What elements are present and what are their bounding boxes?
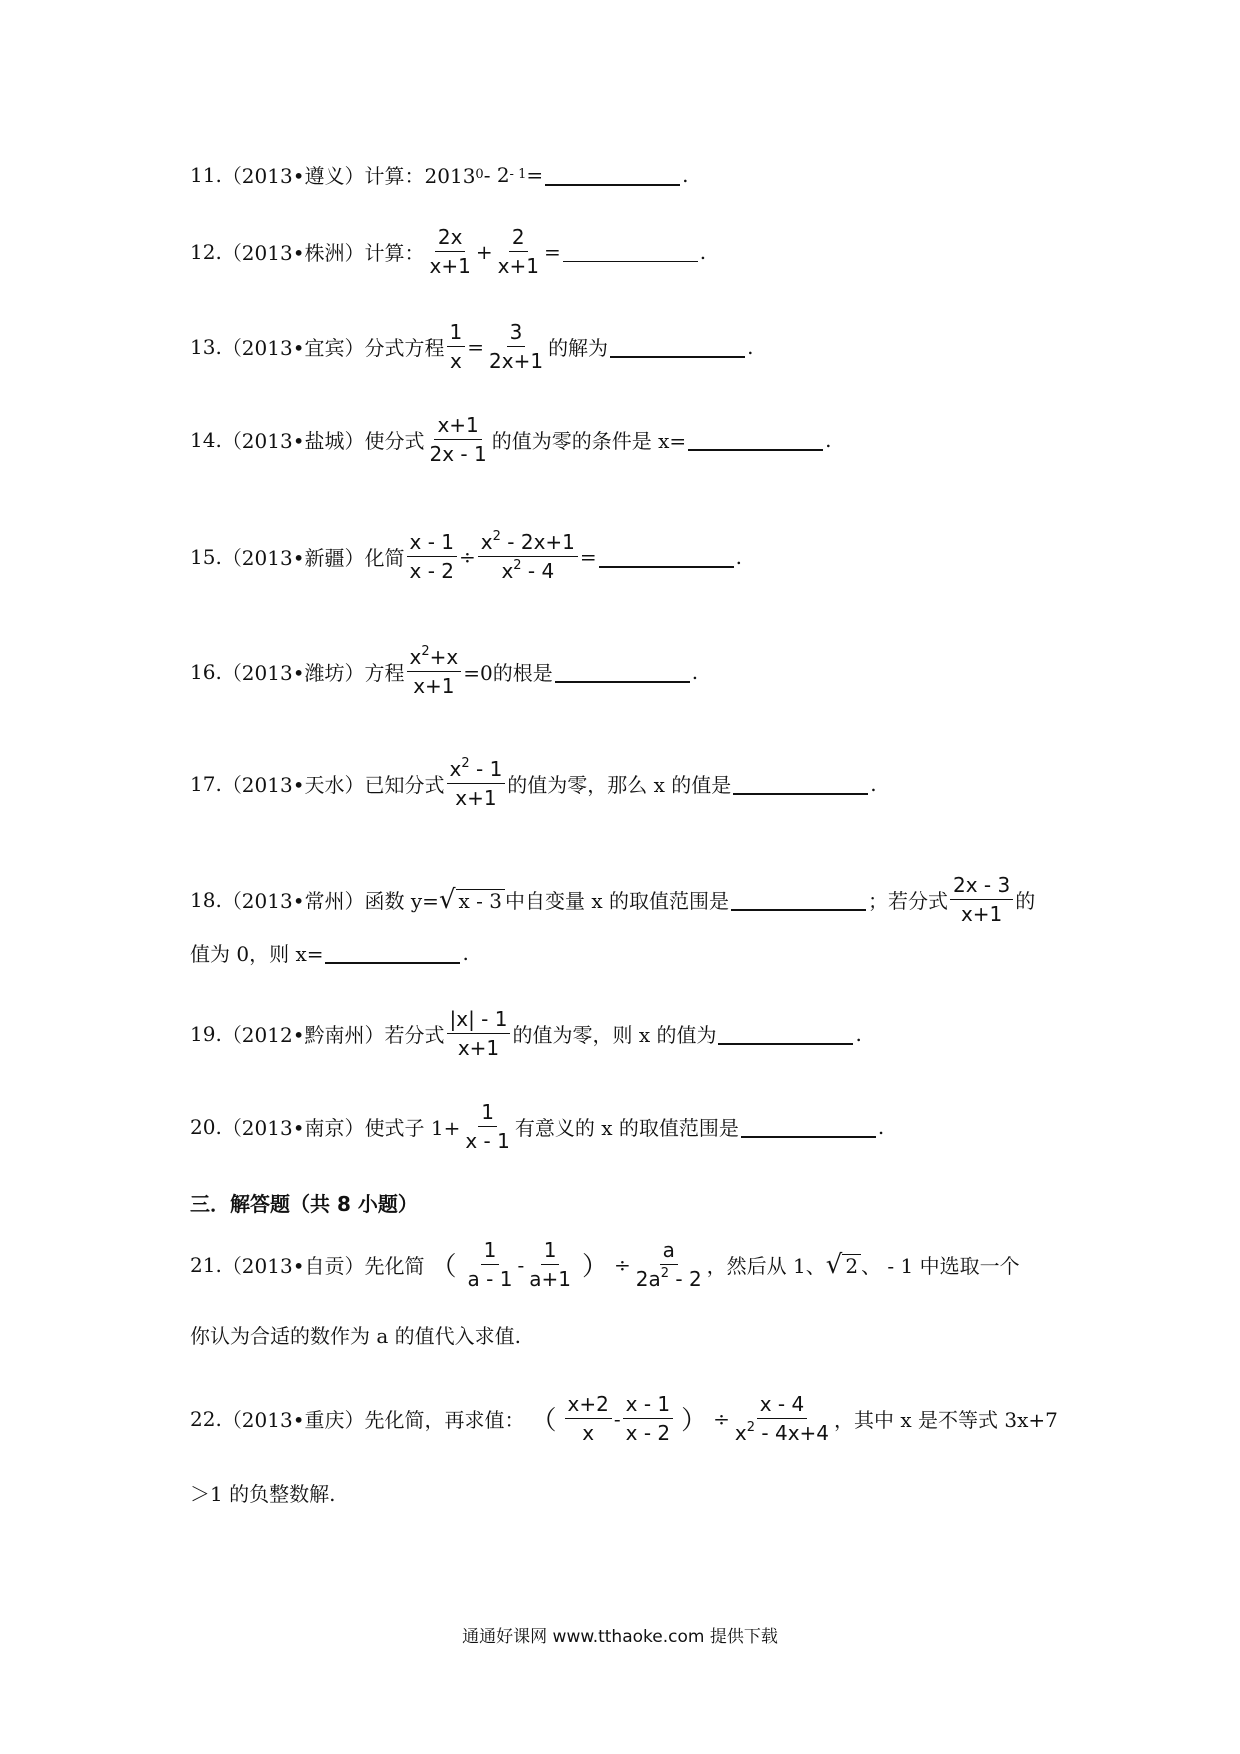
question-text-after-2: 、 - 1 中选取一个	[861, 1254, 1020, 1278]
fraction	[486, 320, 546, 373]
footer-watermark: 通通好课网 www.tthaoke.com 提供下载	[462, 1627, 778, 1647]
answer-blank[interactable]	[731, 889, 866, 911]
question-15	[190, 530, 1090, 583]
fraction	[478, 530, 578, 583]
numerator: 2x - 3	[950, 873, 1013, 900]
question-text: 计算：2013	[364, 164, 476, 188]
denominator: x - 1	[465, 1129, 510, 1153]
question-13	[190, 320, 1090, 373]
denominator	[498, 557, 557, 583]
period: .	[870, 771, 877, 796]
question-text-tail: 的	[1015, 889, 1036, 913]
right-paren: ）	[681, 1406, 708, 1436]
numerator: 1	[478, 1100, 497, 1127]
term: - 4	[521, 559, 555, 583]
exponent: 2	[513, 558, 522, 573]
minus-sign: -	[517, 1252, 525, 1277]
equals-sign: =	[526, 162, 544, 187]
numerator: 3	[507, 320, 526, 347]
question-source: （2013•南京）	[221, 1116, 365, 1140]
question-22-line-2: ＞1 的负整数解.	[190, 1482, 336, 1506]
fraction	[427, 225, 474, 278]
exponent: 2	[660, 1266, 670, 1281]
question-source: （2013•遵义）	[221, 164, 365, 188]
period: .	[735, 544, 743, 569]
numerator: 1	[447, 320, 466, 347]
answer-blank[interactable]	[610, 336, 745, 358]
term: - 1	[469, 757, 503, 781]
term: 2a	[635, 1267, 661, 1291]
term: x	[409, 645, 422, 669]
exponent: 2	[421, 644, 430, 659]
fraction	[447, 757, 506, 810]
denominator	[732, 1419, 832, 1445]
numerator: 2	[509, 225, 528, 252]
question-21-line-2: 你认为合适的数作为 a 的值代入求值.	[190, 1324, 521, 1348]
answer-blank[interactable]	[599, 546, 734, 568]
numerator: |x| - 1	[447, 1007, 511, 1034]
period: .	[462, 940, 469, 965]
question-number: 14.	[190, 427, 222, 452]
question-number: 15.	[190, 544, 222, 569]
question-text: 先化简	[364, 1254, 425, 1278]
question-number: 16.	[190, 659, 222, 684]
question-text-after: 的解为	[548, 336, 609, 360]
numerator	[447, 757, 506, 784]
numerator: x - 1	[407, 530, 458, 557]
radical-sign-icon: √	[438, 884, 456, 915]
question-text: 先化简，再求值：	[364, 1408, 525, 1432]
question-number: 13.	[190, 334, 222, 359]
numerator: x+1	[434, 413, 481, 440]
question-text: 值为 0，则 x=	[190, 942, 324, 966]
question-text: 使式子 1+	[364, 1116, 461, 1140]
equals-sign: =	[543, 239, 561, 264]
question-source: （2013•宜宾）	[221, 336, 365, 360]
answer-blank[interactable]	[688, 429, 823, 451]
denominator: x - 2	[625, 1421, 671, 1445]
term: +x	[429, 645, 459, 669]
question-source: （2013•株洲）	[221, 241, 365, 265]
question-21	[190, 1238, 1090, 1291]
denominator: x+1	[457, 1036, 500, 1060]
division-sign: ÷	[459, 544, 476, 569]
question-text-after: ，然后从 1、	[706, 1254, 826, 1278]
question-text-after: =0的根是	[463, 661, 553, 685]
radical-sign-icon: √	[825, 1249, 843, 1280]
question-number: 17.	[190, 771, 222, 796]
question-source: （2013•自贡）	[221, 1254, 365, 1278]
term: - 2	[669, 1267, 702, 1291]
numerator: a	[660, 1238, 678, 1265]
answer-blank[interactable]	[545, 164, 680, 186]
fraction	[407, 645, 462, 698]
left-paren: （	[530, 1406, 557, 1436]
fraction	[950, 873, 1013, 926]
denominator: 2x - 1	[429, 442, 487, 466]
expression: - 2	[483, 162, 510, 187]
square-root	[825, 1249, 861, 1280]
numerator: x - 1	[623, 1392, 674, 1419]
section-heading: 三．解答题（共 8 小题）	[190, 1192, 418, 1216]
fraction	[407, 530, 458, 583]
fraction	[526, 1238, 574, 1291]
exponent: 2	[492, 529, 501, 544]
question-number: 19.	[190, 1021, 222, 1046]
fraction	[427, 413, 490, 466]
numerator	[407, 645, 462, 672]
left-paren: （	[430, 1252, 457, 1282]
question-source: （2013•潍坊）	[221, 661, 365, 685]
question-17	[190, 757, 1090, 810]
question-number: 18.	[190, 887, 222, 912]
question-11: 11. （2013•遵义） 计算：2013 0 - 2 - 1 = .	[190, 160, 1090, 189]
question-source: （2013•新疆）	[221, 546, 365, 570]
question-text-after: ，其中 x 是不等式 3x+7	[834, 1408, 1058, 1432]
numerator: x+2	[565, 1392, 612, 1419]
question-source: （2013•天水）	[221, 773, 365, 797]
question-text: 分式方程	[364, 336, 445, 360]
fraction	[447, 1007, 511, 1060]
period: .	[747, 334, 754, 359]
denominator: a+1	[529, 1267, 571, 1291]
question-text: 若分式	[384, 1023, 445, 1047]
question-number: 22.	[190, 1406, 222, 1431]
answer-blank[interactable]	[733, 773, 868, 795]
period: .	[855, 1021, 862, 1046]
question-text-after: 的值为零，则 x 的值为	[512, 1023, 717, 1047]
term: - 4x+4	[755, 1421, 830, 1445]
question-text: 已知分式	[364, 773, 445, 797]
question-text: 函数 y=	[364, 889, 439, 913]
denominator: x+1	[429, 254, 471, 278]
question-text: 计算：	[364, 241, 425, 265]
question-number: 20.	[190, 1114, 222, 1139]
numerator: x - 4	[757, 1392, 808, 1419]
question-number: 11.	[190, 162, 222, 187]
fraction	[732, 1392, 832, 1445]
question-16	[190, 645, 1090, 698]
plus-sign: +	[475, 239, 493, 264]
question-22	[190, 1392, 1090, 1445]
radicand: x - 3	[456, 889, 505, 912]
question-text-after: 有意义的 x 的取值范围是	[514, 1116, 739, 1140]
numerator: 1	[481, 1238, 500, 1265]
denominator: x+1	[455, 786, 497, 810]
denominator	[633, 1265, 705, 1291]
denominator: x - 2	[409, 559, 455, 583]
question-source: （2013•常州）	[221, 889, 365, 913]
question-12	[190, 225, 1090, 278]
question-source: （2013•重庆）	[221, 1408, 365, 1432]
term: x	[480, 530, 493, 554]
denominator: a - 1	[467, 1267, 513, 1291]
term: - 2x+1	[500, 530, 575, 554]
question-text-after: 中自变量 x 的取值范围是	[505, 889, 729, 913]
equals-sign: =	[579, 544, 597, 569]
fraction	[495, 225, 542, 278]
period: .	[699, 239, 707, 264]
question-text: 方程	[364, 661, 405, 685]
term: x	[734, 1421, 747, 1445]
question-text-after: 的值为零的条件是 x=	[491, 429, 687, 453]
exponent: 2	[746, 1420, 756, 1435]
square-root	[438, 884, 505, 915]
fraction	[462, 1100, 513, 1153]
question-number: 21.	[190, 1252, 222, 1277]
term: x	[449, 757, 462, 781]
fraction	[623, 1392, 674, 1445]
fraction	[465, 1238, 516, 1291]
question-text: 化简	[364, 546, 405, 570]
period: .	[682, 162, 689, 187]
answer-blank[interactable]	[555, 661, 690, 683]
term: x	[501, 559, 514, 583]
equals-sign: =	[467, 334, 485, 359]
question-text-after: 的值为零，那么 x 的值是	[507, 773, 732, 797]
question-19	[190, 1007, 1090, 1060]
numerator: 1	[541, 1238, 560, 1265]
denominator: x	[582, 1421, 595, 1445]
radicand: 2	[842, 1254, 861, 1277]
denominator: x+1	[497, 254, 539, 278]
question-18	[190, 873, 1090, 926]
fraction	[447, 320, 466, 373]
question-text: 使分式	[364, 429, 425, 453]
answer-blank[interactable]	[563, 241, 698, 262]
question-number: 12.	[190, 239, 222, 264]
question-source: （2012•黔南州）	[221, 1023, 385, 1047]
right-paren: ）	[581, 1252, 608, 1282]
denominator: x+1	[960, 902, 1003, 926]
denominator: x+1	[413, 674, 455, 698]
fraction	[565, 1392, 612, 1445]
numerator: 2x	[435, 225, 466, 252]
minus-sign: -	[613, 1406, 621, 1431]
answer-blank[interactable]	[741, 1116, 876, 1138]
exponent: 2	[461, 756, 470, 771]
period: .	[877, 1114, 885, 1139]
question-text-semi: ；若分式	[868, 889, 948, 913]
division-sign: ÷	[613, 1252, 631, 1277]
period: .	[825, 427, 832, 452]
answer-blank[interactable]	[325, 942, 460, 964]
denominator: 2x+1	[489, 349, 544, 373]
numerator	[478, 530, 578, 557]
period: .	[691, 659, 699, 684]
question-source: （2013•盐城）	[221, 429, 365, 453]
question-20	[190, 1100, 1090, 1153]
fraction	[633, 1238, 705, 1291]
question-14	[190, 413, 1090, 466]
question-18-line-2	[190, 938, 1090, 967]
denominator: x	[449, 349, 462, 373]
answer-blank[interactable]	[718, 1023, 853, 1045]
division-sign: ÷	[713, 1406, 730, 1431]
